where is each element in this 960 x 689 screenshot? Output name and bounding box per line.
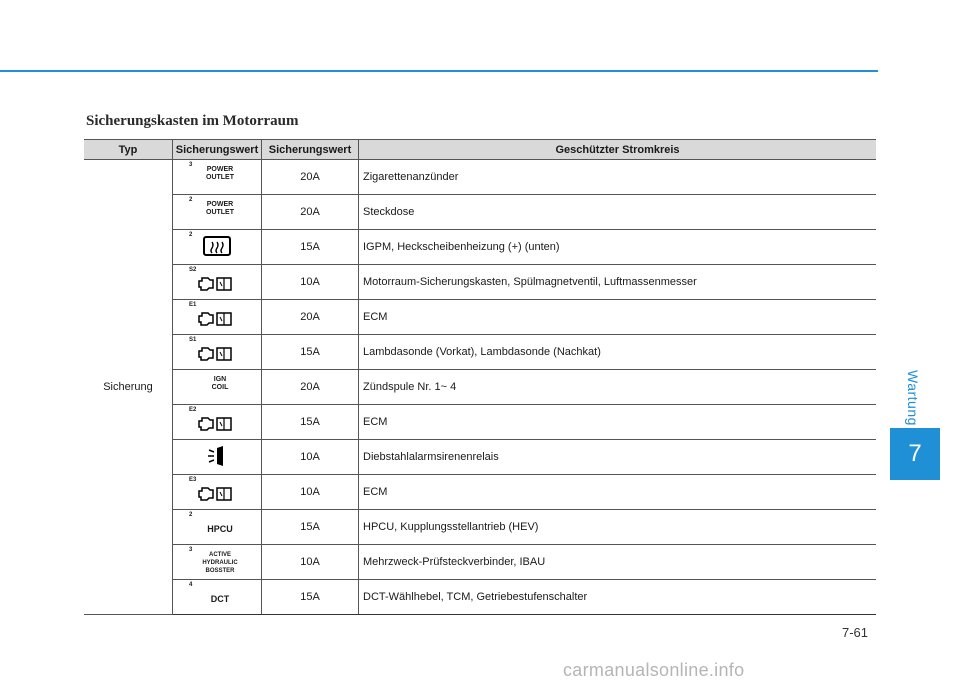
fuse-symbol-text-line: HPCU	[207, 523, 233, 534]
fuse-symbol-cell	[173, 370, 262, 405]
fuse-symbol-text-line: IGN	[213, 375, 227, 383]
fuse-symbol-index: S1	[189, 336, 197, 343]
header-fuse-value: Sicherungswert	[262, 140, 359, 160]
header-type: Typ	[84, 140, 173, 160]
fuse-symbol-cell	[173, 230, 262, 265]
protected-circuit: DCT-Wählhebel, TCM, Getriebestufenschalter	[359, 580, 877, 615]
table-row	[84, 300, 876, 335]
fuse-value: 10A	[262, 545, 359, 580]
watermark: carmanualsonline.info	[563, 660, 745, 680]
fuse-symbol-text-line: POWER	[206, 200, 234, 208]
fuse-table	[84, 139, 876, 615]
fuse-symbol-text	[193, 376, 247, 392]
fuse-symbol-index: E3	[189, 476, 197, 483]
protected-circuit: IGPM, Heckscheibenheizung (+) (unten)	[359, 230, 877, 265]
fuse-symbol-cell	[173, 265, 262, 300]
fuse-value: 15A	[262, 405, 359, 440]
fuse-value: 15A	[262, 580, 359, 615]
fuse-symbol-cell	[173, 300, 262, 335]
protected-circuit: ECM	[359, 475, 877, 510]
table-row	[84, 335, 876, 370]
table-row	[84, 195, 876, 230]
fuse-symbol-text	[193, 551, 247, 575]
section-title: Sicherungskasten im Motorraum	[86, 113, 299, 129]
hpcu-icon	[187, 512, 247, 540]
table-row	[84, 440, 876, 475]
power-outlet-icon	[187, 197, 247, 225]
fuse-symbol-cell	[173, 580, 262, 615]
fuse-symbol-index: E2	[189, 406, 197, 413]
fuse-symbol-cell	[173, 545, 262, 580]
table-row	[84, 510, 876, 545]
fuse-symbol-cell	[173, 510, 262, 545]
ign-coil-icon	[187, 372, 247, 400]
chapter-side-label: Wartung	[905, 370, 921, 426]
active-hydraulic-booster-icon	[187, 547, 247, 575]
fuse-value: 20A	[262, 160, 359, 195]
table-row	[84, 230, 876, 265]
engine-fuse-icon	[187, 477, 247, 505]
power-outlet-icon	[187, 162, 247, 190]
fuse-symbol-cell	[173, 195, 262, 230]
protected-circuit: Motorraum-Sicherungskasten, Spülmagnetventil, Luftmassenmesser	[359, 265, 877, 300]
fuse-symbol-text-line: POWER	[206, 165, 234, 173]
protected-circuit: Mehrzweck-Prüfsteckverbinder, IBAU	[359, 545, 877, 580]
chapter-tab: 7	[890, 428, 940, 480]
table-row	[84, 475, 876, 510]
fuse-symbol-cell	[173, 440, 262, 475]
fuse-symbol-index: 3	[189, 546, 193, 553]
table-header-row	[84, 140, 876, 160]
fuse-symbol-text-line: ACTIVE	[208, 551, 231, 558]
dct-icon	[187, 582, 247, 610]
fuse-value: 10A	[262, 475, 359, 510]
fuse-symbol-text-line: OUTLET	[206, 208, 234, 216]
fuse-symbol-cell	[173, 160, 262, 195]
fuse-symbol-text	[193, 166, 247, 182]
table-row	[84, 580, 876, 615]
fuse-symbol-cell	[173, 405, 262, 440]
protected-circuit: Diebstahlalarmsirenenrelais	[359, 440, 877, 475]
fuse-value: 15A	[262, 335, 359, 370]
rear-defroster-icon	[187, 232, 247, 260]
fuse-symbol-index: 4	[189, 581, 193, 588]
engine-fuse-icon	[187, 407, 247, 435]
engine-fuse-icon	[187, 267, 247, 295]
page-number: 7-61	[842, 625, 869, 640]
top-rule	[0, 70, 878, 72]
engine-fuse-icon	[187, 337, 247, 365]
fuse-symbol-index: 2	[189, 511, 193, 518]
fuse-symbol-text	[193, 594, 247, 604]
table-row	[84, 265, 876, 300]
fuse-symbol-text	[193, 201, 247, 217]
type-cell: Sicherung	[84, 160, 173, 615]
fuse-symbol-text	[193, 524, 247, 534]
fuse-symbol-cell	[173, 475, 262, 510]
table-row	[84, 405, 876, 440]
table-row	[84, 160, 876, 195]
fuse-symbol-index: 2	[189, 196, 193, 203]
fuse-value: 15A	[262, 230, 359, 265]
fuse-value: 10A	[262, 265, 359, 300]
fuse-value: 10A	[262, 440, 359, 475]
table-row	[84, 545, 876, 580]
fuse-symbol-index: 3	[189, 161, 193, 168]
protected-circuit: ECM	[359, 405, 877, 440]
horn-icon	[187, 442, 247, 470]
fuse-symbol-index: S2	[189, 266, 197, 273]
fuse-symbol-text-line: HYDRAULIC	[202, 559, 238, 566]
header-circuit: Geschützter Stromkreis	[359, 140, 877, 160]
protected-circuit: Zigarettenanzünder	[359, 160, 877, 195]
table-row	[84, 370, 876, 405]
fuse-symbol-cell	[173, 335, 262, 370]
fuse-symbol-index: E1	[189, 301, 197, 308]
fuse-symbol-text-line: DCT	[210, 593, 230, 604]
fuse-value: 20A	[262, 300, 359, 335]
fuse-symbol-text-line: BOSSTER	[205, 567, 235, 574]
fuse-value: 20A	[262, 370, 359, 405]
header-fuse-symbol: Sicherungswert	[173, 140, 262, 160]
protected-circuit: Steckdose	[359, 195, 877, 230]
protected-circuit: Lambdasonde (Vorkat), Lambdasonde (Nachkat)	[359, 335, 877, 370]
engine-fuse-icon	[187, 302, 247, 330]
fuse-value: 15A	[262, 510, 359, 545]
protected-circuit: HPCU, Kupplungsstellantrieb (HEV)	[359, 510, 877, 545]
fuse-symbol-index: 2	[189, 231, 193, 238]
protected-circuit: ECM	[359, 300, 877, 335]
fuse-symbol-text-line: COIL	[211, 383, 229, 391]
protected-circuit: Zündspule Nr. 1~ 4	[359, 370, 877, 405]
fuse-value: 20A	[262, 195, 359, 230]
fuse-symbol-text-line: OUTLET	[206, 173, 234, 181]
